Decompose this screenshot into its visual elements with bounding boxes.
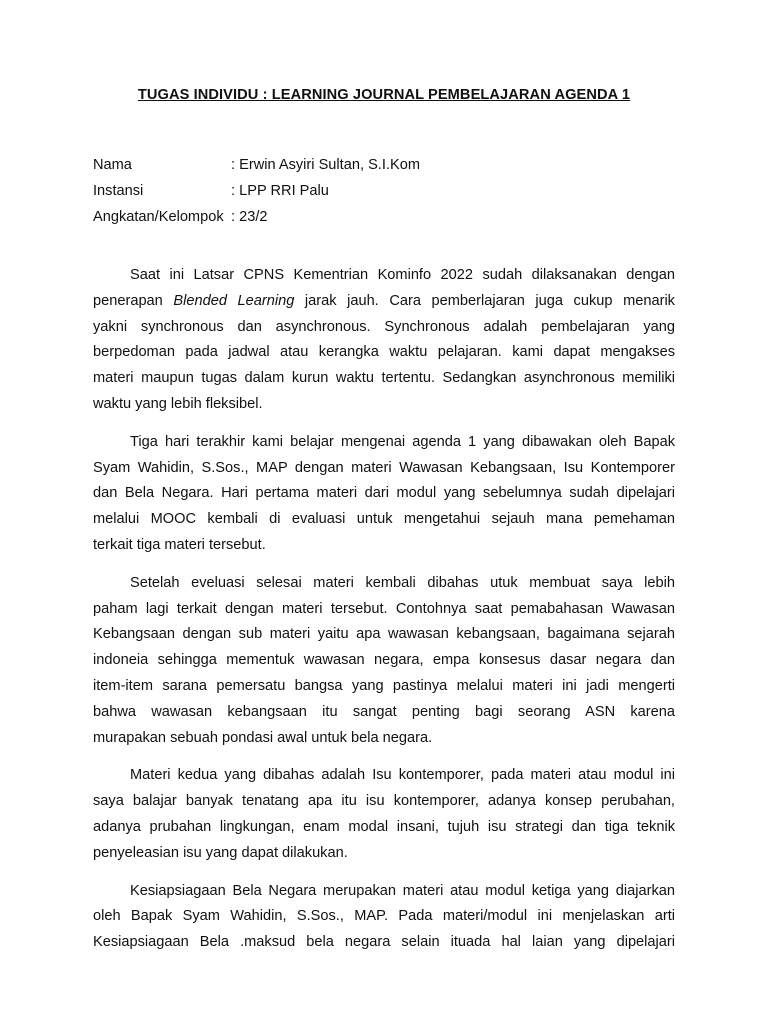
meta-value: : 23/2 xyxy=(231,209,268,225)
paragraph-line: Kebangsaan dengan sub materi yaitu apa wawasan kebangsaan, bagaimana sejarah xyxy=(93,626,675,643)
paragraph xyxy=(93,263,675,418)
paragraph-line: yakni synchronous dan asynchronous. Synchronous adalah pembelajaran yang xyxy=(93,318,675,335)
paragraph-line: Materi kedua yang dibahas adalah Isu kontemporer, pada materi atau modul ini xyxy=(130,767,675,784)
paragraph-line: oleh Bapak Syam Wahidin, S.Sos., MAP. Pada materi/modul ini menjelaskan arti xyxy=(93,908,675,925)
meta-value: : Erwin Asyiri Sultan, S.I.Kom xyxy=(231,157,420,173)
paragraph-line: Saat ini Latsar CPNS Kementrian Kominfo 2022 sudah dilaksanakan dengan xyxy=(130,267,675,283)
paragraph-line: dan Bela Negara. Hari pertama materi dari modul yang sebelumnya sudah dipelajari xyxy=(93,485,675,502)
paragraph-line: murapakan sebuah pondasi awal untuk bela negara. xyxy=(93,729,433,746)
paragraph xyxy=(93,571,675,752)
paragraph-line: Tiga hari terakhir kami belajar mengenai agenda 1 yang dibawakan oleh Bapak xyxy=(130,433,675,450)
meta-label: Nama xyxy=(93,157,132,173)
paragraph-line: bahwa wawasan kebangsaan itu sangat penting bagi seorang ASN karena xyxy=(93,703,675,720)
paragraph-line: waktu yang lebih fleksibel. xyxy=(93,395,263,412)
paragraph xyxy=(93,763,675,866)
paragraph-line: materi maupun tugas dalam kurun waktu tertentu. Sedangkan asynchronous memiliki xyxy=(93,370,675,387)
meta-value: : LPP RRI Palu xyxy=(231,183,329,199)
paragraph-line: item-item sarana pemersatu bangsa yang pastinya melalui materi ini jadi mengerti xyxy=(93,677,675,694)
paragraph-line: Kesiapsiagaan Bela Negara merupakan materi atau modul ketiga yang diajarkan xyxy=(130,882,675,899)
paragraph-line: terkait tiga materi tersebut. xyxy=(93,536,266,553)
paragraph-line: penyeleasian isu yang dapat dilakukan. xyxy=(93,844,348,861)
paragraph-line: Syam Wahidin, S.Sos., MAP dengan materi Wawasan Kebangsaan, Isu Kontemporer xyxy=(93,459,675,476)
paragraph-line: penerapan Blended Learning jarak jauh. Cara pemberlajaran juga cukup menarik xyxy=(93,292,675,309)
paragraph-line: berpedoman pada jadwal atau kerangka waktu pelajaran. kami dapat mengakses xyxy=(93,344,675,361)
paragraph-line: Setelah eveluasi selesai materi kembali dibahas utuk membuat saya lebih xyxy=(130,574,675,591)
paragraph-line: indoneia sehingga mementuk wawasan negara, empa konsesus dasar negara dan xyxy=(93,652,675,669)
paragraph-line: melalui MOOC kembali di evaluasi untuk mengetahui sejauh mana pemehaman xyxy=(93,511,675,528)
paragraph-line: adanya prubahan lingkungan, enam modal insani, tujuh isu strategi dan tiga teknik xyxy=(93,818,675,835)
journal-body xyxy=(93,263,675,968)
paragraph-line: Kesiapsiagaan Bela .maksud bela negara selain ituada hal laian yang dipelajari xyxy=(93,934,675,951)
paragraph xyxy=(93,879,675,956)
paragraph-line: saya balajar banyak tenatang apa itu isu kontemporer, adanya konsep perubahan, xyxy=(93,793,675,810)
meta-label: Angkatan/Kelompok xyxy=(93,209,224,225)
meta-label: Instansi xyxy=(93,183,144,199)
document-title: TUGAS INDIVIDU : LEARNING JOURNAL PEMBELAJARAN AGENDA 1 xyxy=(137,87,631,103)
paragraph-line: paham lagi terkait dengan materi tersebut. Contohnya saat pemabahasan Wawasan xyxy=(93,600,675,617)
paragraph xyxy=(93,430,675,559)
